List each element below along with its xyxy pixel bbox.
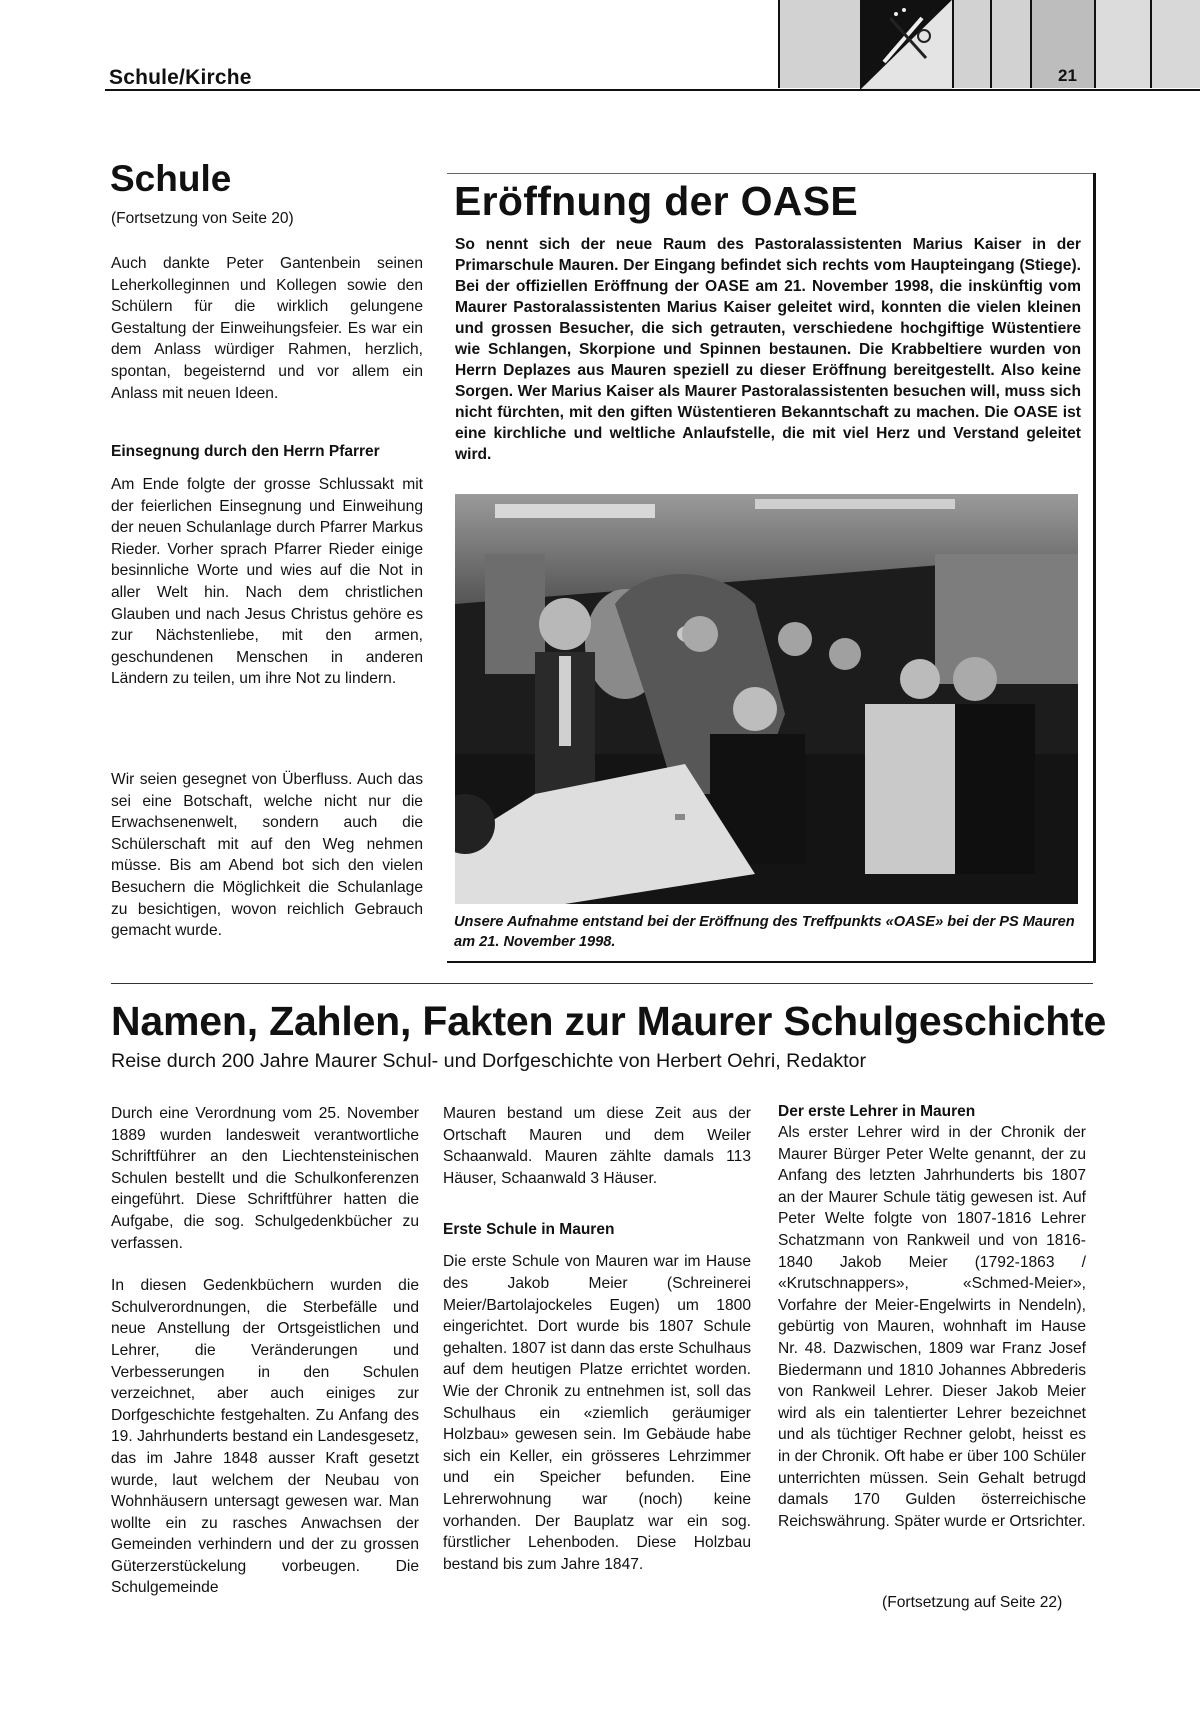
tab-cell	[990, 0, 1032, 88]
section-label: Schule/Kirche	[109, 66, 252, 89]
schule-paragraph-3: Wir seien gesegnet von Überfluss. Auch das sei eine Botschaft, welche nicht nur die Erwachsenenwelt, sondern auch die Schülerschaft mit auf den Weg nehmen müsse. Bis am Abend bot sich den vielen Besuchern die Möglichkeit die Schulanlage zu besichtigen, wovon reichlich Gebrauch gemacht wurde.	[111, 771, 423, 940]
tab-cell	[1094, 0, 1152, 88]
article-col3-heading: Der erste Lehrer in Mauren	[778, 1103, 976, 1120]
article-col2-paragraph-2: Die erste Schule von Mauren war im Hause des Jakob Meier (Schreinerei Meier/Bartolajockeles Eugen) um 1800 eingerichtet. Dort wurde bis 1807 Schule gehalten. 1807 ist dann das erste Schulhaus auf dem heutigen Platze errichtet worden. Wie der Chronik zu entnehmen ist, soll das Schulhaus ein «ziemlich geräumiger Holzbau» gewesen sein. Im Gebäude habe sich ein Keller, ein grösseres Lehrzimmer und ein Speicher befunden. Eine Lehrerwohnung war (noch) keine vorhanden. Der Bauplatz war ein sog. fürstlicher Lehenboden. Diese Holzbau bestand bis zum Jahre 1847.	[443, 1253, 751, 1573]
oase-body: So nennt sich der neue Raum des Pastoralassistenten Marius Kaiser in der Primarschule Mauren. Der Eingang befindet sich rechts vom Haupteingang (Stiege). Bei der offiziellen Eröffnung der OASE am 21. November 1998, die inskünftig vom Maurer Pastoralassistenten Marius Kaiser geleitet wird, konnten die vielen kleinen und grossen Besucher, die sich getrauten, verschiedene hochgiftige Wüstentiere wie Schlangen, Skorpione und Spinnen bestaunen. Die Krabbeltiere wurden von Herrn Deplazes aus Mauren speziell zu dieser Eröffnung bereitgestellt. Also keine Sorgen. Wer Marius Kaiser als Maurer Pastoralassistenten besuchen will, muss sich nicht fürchten, mit den giften Wüstentieren Bekanntschaft zu machen. Die OASE ist eine kirchliche und weltliche Anlaufstelle, die mit viel Herz und Verstand geleitet wird.	[455, 236, 1081, 463]
article-subtitle: Reise durch 200 Jahre Maurer Schul- und Dorfgeschichte von Herbert Oehri, Redaktor	[111, 1050, 867, 1072]
schule-paragraph-1: Auch dankte Peter Gantenbein seinen Leherkolleginnen und Kollegen sowie den Schülern für die wirklich gelungene Gestaltung der Einweihungsfeier. Es war ein dem Anlass würdiger Rahmen, herzlich, spontan, begeisternd und vor allem ein Anlass mit neuen Ideen.	[111, 255, 423, 402]
header-rule	[105, 89, 1200, 91]
article-col2-heading: Erste Schule in Mauren	[443, 1221, 615, 1239]
oase-frame-bottom	[447, 961, 1096, 963]
schule-title: Schule	[110, 158, 232, 199]
article-column-2	[443, 1103, 751, 1575]
tab-cell	[1150, 0, 1200, 88]
tab-cell	[952, 0, 992, 88]
article-col3-paragraph-1: Als erster Lehrer wird in der Chronik der Maurer Bürger Peter Welte genannt, der zu Anfang des letzten Jahrhunderts bis 1807 an der Maurer Schule tätig gewesen ist. Auf Peter Welte folgte von 1807-1816 Lehrer Schatzmann von Rankweil und von 1816-1840 Jakob Meier (1792-1863 / «Krutschnappers», «Schmed-Meier», Vorfahre der Meier-Engelwirts in Nendeln), gebürtig von Mauren, wohnhaft im Hause Nr. 48. Dazwischen, 1809 war Franz Josef Biedermann und 1810 Johannes Abbrederis von Rankweil Lehrer. Dieser Jakob Meier wird als ein talentierter Lehrer bezeichnet und als tüchtiger Rechner gelobt, heisst es in der Chronik. Oft habe er über 100 Schüler unterrichten müssen. Sein Gehalt betrugd damals 170 Gulden österreichische Reichswährung. Später wurde er Ortsrichter.	[778, 1124, 1086, 1530]
article-column-3	[778, 1103, 1086, 1532]
continued-note: (Fortsetzung auf Seite 22)	[882, 1594, 1063, 1611]
section-logo-icon	[860, 0, 952, 90]
oase-frame-top	[447, 173, 1094, 174]
schule-paragraph-2: Am Ende folgte der grosse Schlussakt mit der feierlichen Einsegnung und Einweihung der neuen Schulanlage durch Pfarrer Markus Rieder. Vorher sprach Pfarrer Rieder einige besinnliche Worte und wies auf die Not in aller Welt hin. Nach dem christlichen Glauben und nach Jesus Christus gehöre es zur Nächstenliebe, mit den armen, geschundenen Menschen in anderen Ländern zu teilen, um ihre Not zu lindern.	[111, 476, 423, 688]
schule-subheading: Einsegnung durch den Herrn Pfarrer	[111, 443, 380, 460]
article-col1-paragraph-1: Durch eine Verordnung vom 25. November 1889 wurden landesweit verantwortliche Schriftführer an den Liechtensteinischen Schulen bestellt und die Schulkonferenzen eingeführt. Diese Schriftführer hatten die Aufgabe, die sog. Schulgedenkbücher zu verfassen.	[111, 1105, 419, 1252]
article-col2-paragraph-1: Mauren bestand um diese Zeit aus der Ortschaft Mauren und dem Weiler Schaanwald. Mauren zählte damals 113 Häuser, Schaanwald 3 Häuser.	[443, 1105, 751, 1187]
photo-caption: Unsere Aufnahme entstand bei der Eröffnung des Treffpunkts «OASE» bei der PS Mauren am 21. November 1998.	[454, 914, 1075, 950]
tab-cell	[778, 0, 860, 88]
article-rule	[111, 983, 1093, 984]
oase-photo	[455, 494, 1078, 904]
article-title: Namen, Zahlen, Fakten zur Maurer Schulgeschichte	[111, 998, 1107, 1044]
header-tab-grid	[778, 0, 1200, 90]
schule-continuation: (Fortsetzung von Seite 20)	[111, 210, 294, 227]
page-number: 21	[1058, 66, 1077, 85]
oase-frame-right	[1093, 173, 1096, 963]
article-column-1	[111, 1103, 419, 1599]
oase-title: Eröffnung der OASE	[454, 178, 859, 224]
article-col1-paragraph-2: In diesen Gedenkbüchern wurden die Schulverordnungen, die Sterbefälle und neue Anstellung der Ortsgeistlichen und Lehrer, die Veränderungen und Verbesserungen in den Schulen verzeichnet, aber auch einiges zur Dorfgeschichte festgehalten. Zu Anfang des 19. Jahrhunderts bestand ein Landesgesetz, das im Jahre 1848 ausser Kraft gesetzt wurde, laut welchem der Neubau von Wohnhäusern untersagt gewesen war. Man wollte ein zu rasches Anwachsen der Gemeinden verhindern und der zu grossen Güterzerstückelung vorbeugen. Die Schulgemeinde	[111, 1277, 419, 1597]
